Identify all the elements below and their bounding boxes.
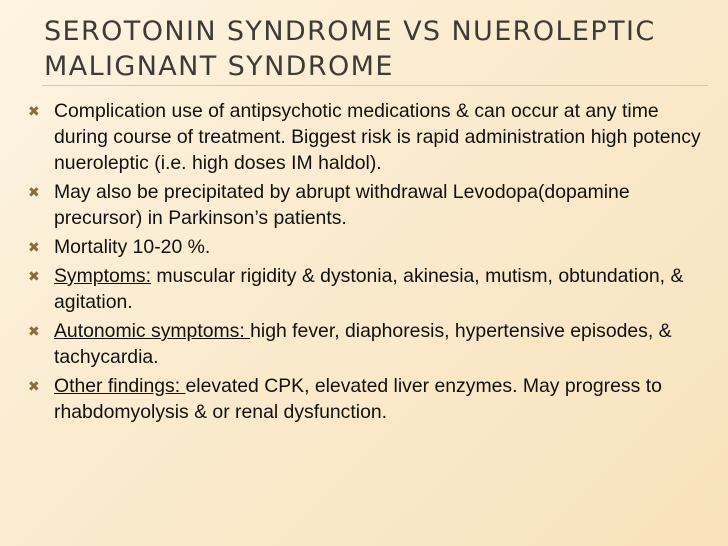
bullet-text: elevated CPK, elevated liver enzymes. May progress to rhabdomyolysis & or renal dysfunction. bbox=[54, 375, 662, 423]
bullet-item bbox=[28, 318, 708, 370]
x-mark-bullet-icon: ✖ bbox=[28, 103, 40, 119]
bullet-item bbox=[28, 234, 708, 260]
bullet-text: Complication use of antipsychotic medications & can occur at any time during course of treatment. Biggest risk is rapid administration high potency nueroleptic (i.e. high doses IM haldol). bbox=[54, 100, 701, 174]
slide-title: SEROTONIN SYNDROME VS NUEROLEPTIC MALIGNANT SYNDROME bbox=[44, 16, 656, 82]
bullet-item bbox=[28, 179, 708, 231]
x-mark-bullet-icon: ✖ bbox=[28, 378, 40, 394]
bullet-text: muscular rigidity & dystonia, akinesia, mutism, obtundation, & agitation. bbox=[54, 265, 684, 313]
title-divider bbox=[42, 85, 708, 86]
x-mark-bullet-icon: ✖ bbox=[28, 184, 40, 200]
bullet-item bbox=[28, 263, 708, 315]
x-mark-bullet-icon: ✖ bbox=[28, 239, 40, 255]
x-mark-bullet-icon: ✖ bbox=[28, 268, 40, 284]
x-mark-bullet-icon: ✖ bbox=[28, 323, 40, 339]
bullet-list bbox=[28, 98, 708, 428]
bullet-item bbox=[28, 98, 708, 176]
bullet-item bbox=[28, 373, 708, 425]
bullet-text: Mortality 10-20 %. bbox=[54, 236, 211, 258]
other-findings-label: Other findings: bbox=[54, 375, 186, 397]
autonomic-symptoms-label: Autonomic symptoms: bbox=[54, 320, 251, 342]
bullet-text: high fever, diaphoresis, hypertensive episodes, & tachycardia. bbox=[54, 320, 672, 368]
symptoms-label: Symptoms: bbox=[54, 265, 151, 287]
bullet-text: May also be precipitated by abrupt withdrawal Levodopa(dopamine precursor) in Parkinson’s patients. bbox=[54, 181, 630, 229]
